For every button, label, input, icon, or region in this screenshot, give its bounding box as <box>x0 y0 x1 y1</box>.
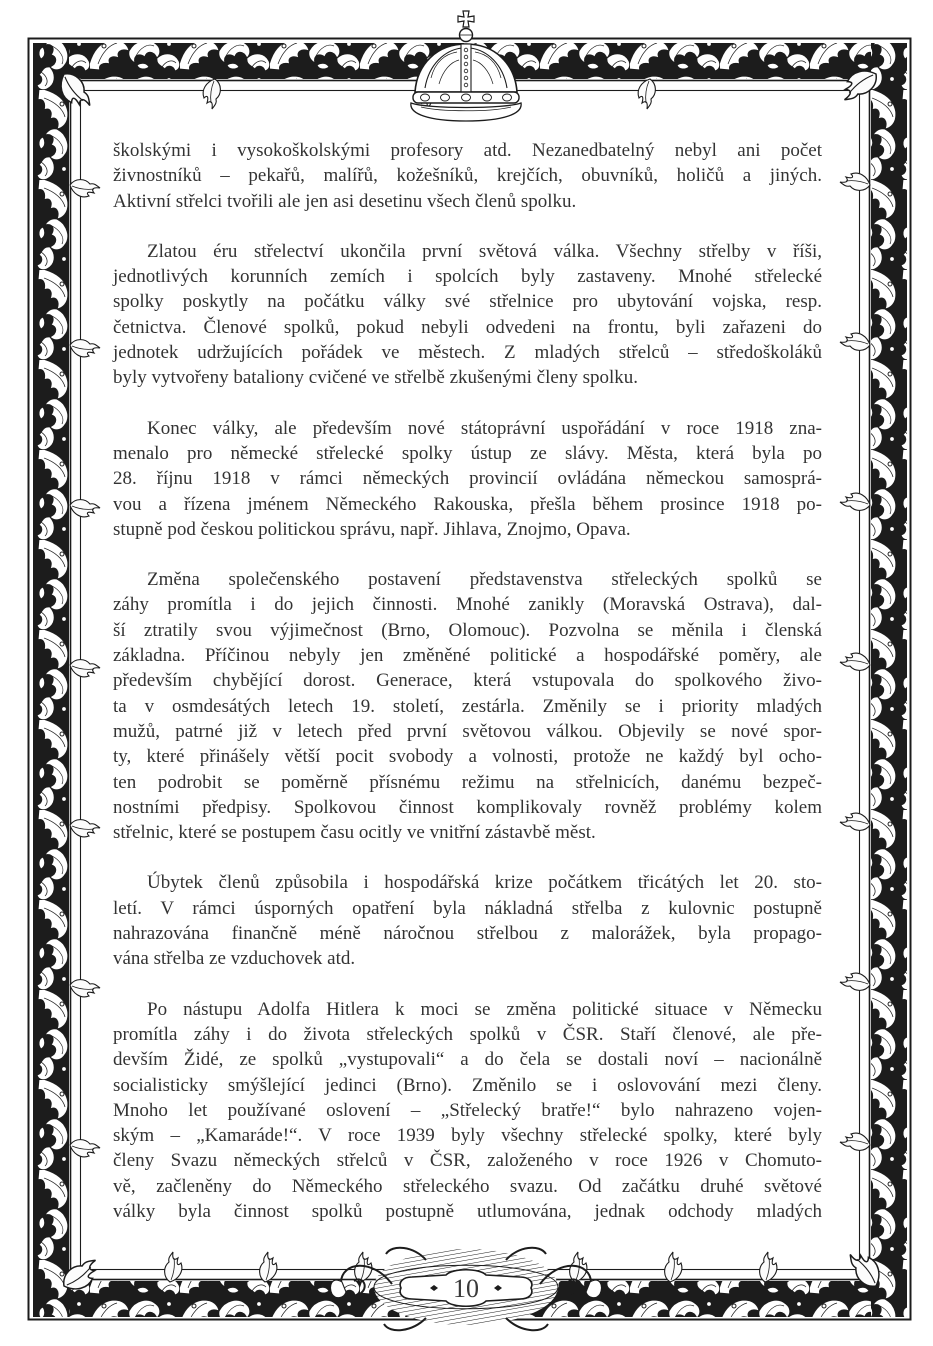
text-line: Konec války, ale především nové státoprávní uspořádání v roce 1918 zna- <box>147 417 822 439</box>
text-line: vě, začleněny do Německého střeleckého svazu. Od začátku druhé světové <box>113 1175 822 1197</box>
paragraph <box>113 416 822 542</box>
text-line: živnostníků – pekařů, malířů, kožešníků, krejčích, obuvníků, holičů a jiných. <box>113 165 822 187</box>
text-line: Úbytek členů způsobila i hospodářská krize počátkem třicátých let 20. sto- <box>147 872 822 894</box>
text-line: Změna společenského postavení představenstva střeleckých spolků se <box>147 569 822 591</box>
crown-ornament <box>401 8 531 123</box>
text-line: Aktivní střelci tvořili ale jen asi desetinu všech členů spolku. <box>113 190 577 212</box>
text-line: byly vytvořeny bataliony cvičené ve střelbě zkušenými členy spolku. <box>113 367 638 389</box>
text-line: menalo pro německé střelecké spolky ústup ze slávy. Města, která byla po <box>113 442 822 464</box>
text-line: nahrazována finančně méně náročnou střelbou z malorážek, byla propago- <box>113 923 822 945</box>
text-line: letí. V rámci úsporných opatření byla nákladná střelba z kulovnic postupně <box>113 897 822 919</box>
text-line: střelnic, které se postupem času ocitly ve vnitřní zástavbě měst. <box>113 822 596 844</box>
text-line: devším Židé, ze spolků „vystupovali“ a do čela se dostali noví – nacionálně <box>113 1049 822 1071</box>
text-line: základna. Příčinou nebyly jen změněné politické a hospodářské poměry, ale <box>113 645 822 667</box>
text-line: Po nástupu Adolfa Hitlera k moci se změna politické situace v Německu <box>147 998 822 1020</box>
page-text <box>113 138 822 1249</box>
text-line: Zlatou éru střelectví ukončila první světová válka. Všechny střelby v říši, <box>147 240 822 262</box>
text-line: mužů, patrné již v letech před první světovou válkou. Objevily se nové spor- <box>113 720 822 742</box>
text-line: ten podrobit se poměrně přísnému režimu na střelnicích, danému bezpeč- <box>113 771 822 793</box>
page-number: 10 <box>453 1274 479 1303</box>
paragraph <box>113 239 822 391</box>
text-line: stupně pod českou politickou správu, např. Jihlava, Znojmo, Opava. <box>113 518 631 540</box>
text-line: jednotek udržujících pořádek ve městech. Z mladých střelců – středoškoláků <box>113 342 822 364</box>
text-line: především chybějící dorost. Generace, která vstupovala do spolkového živo- <box>113 670 822 692</box>
text-line: ší ztratily svou výjimečnost (Brno, Olomouc). Pozvolna se měnila i členská <box>113 619 822 641</box>
text-line: 28. říjnu 1918 v rámci německých provincií ovládána německou samosprá- <box>113 468 822 490</box>
text-line: ským – „Kamaráde!“. V roce 1939 byly všechny střelecké spolky, které byly <box>113 1125 822 1147</box>
text-line: vána střelba ze vzduchovek atd. <box>113 948 356 970</box>
text-line: spolky poskytly na počátku války své střelnice pro ubytování vojska, resp. <box>113 291 822 313</box>
paragraph <box>113 870 822 971</box>
text-line: záhy promítla i do jejich činnosti. Mnohé zanikly (Moravská Ostrava), dal- <box>113 594 822 616</box>
text-line: války byla činnost spolků postupně utlumována, jednak odchody mladých <box>113 1200 822 1222</box>
text-line: školskými i vysokoškolskými profesory atd. Nezanedbatelný nebyl ani počet <box>113 140 822 161</box>
text-line: četnictva. Členové spolků, pokud nebyli odvedeni na frontu, byli zařazeni do <box>113 316 822 338</box>
text-line: vou a řízena jménem Německého Rakouska, přešla během prosince 1918 po- <box>113 493 822 515</box>
paragraph <box>113 997 822 1225</box>
text-line: Mnoho let používané oslovení – „Střelecký bratře!“ bylo nahrazeno vojen- <box>113 1099 822 1121</box>
text-line: promítla záhy i do života střeleckých spolků v ČSR. Staří členové, ale pře- <box>113 1023 822 1045</box>
text-line: nostními předpisy. Spolkovou činnost komplikovaly rovněž problémy kolem <box>113 796 822 818</box>
text-line: jednotlivých korunních zemích i spolcích byly zastaveny. Mnohé střelecké <box>113 266 822 288</box>
paragraph <box>113 138 822 214</box>
text-line: ty, které přinášely větší pocit svobody a volnosti, protože ne každý byl ocho- <box>113 746 822 768</box>
text-line: ta v osmdesátých letech 19. století, zestárla. Změnily se i priority mladých <box>113 695 822 717</box>
text-line: socialisticky smýšlející jedinci (Brno). Změnilo se i oslovování mezi členy. <box>113 1074 822 1096</box>
text-line: členy Svazu německých střelců v ČSR, založeného v roce 1926 v Chomuto- <box>113 1150 822 1172</box>
paragraph <box>113 567 822 845</box>
